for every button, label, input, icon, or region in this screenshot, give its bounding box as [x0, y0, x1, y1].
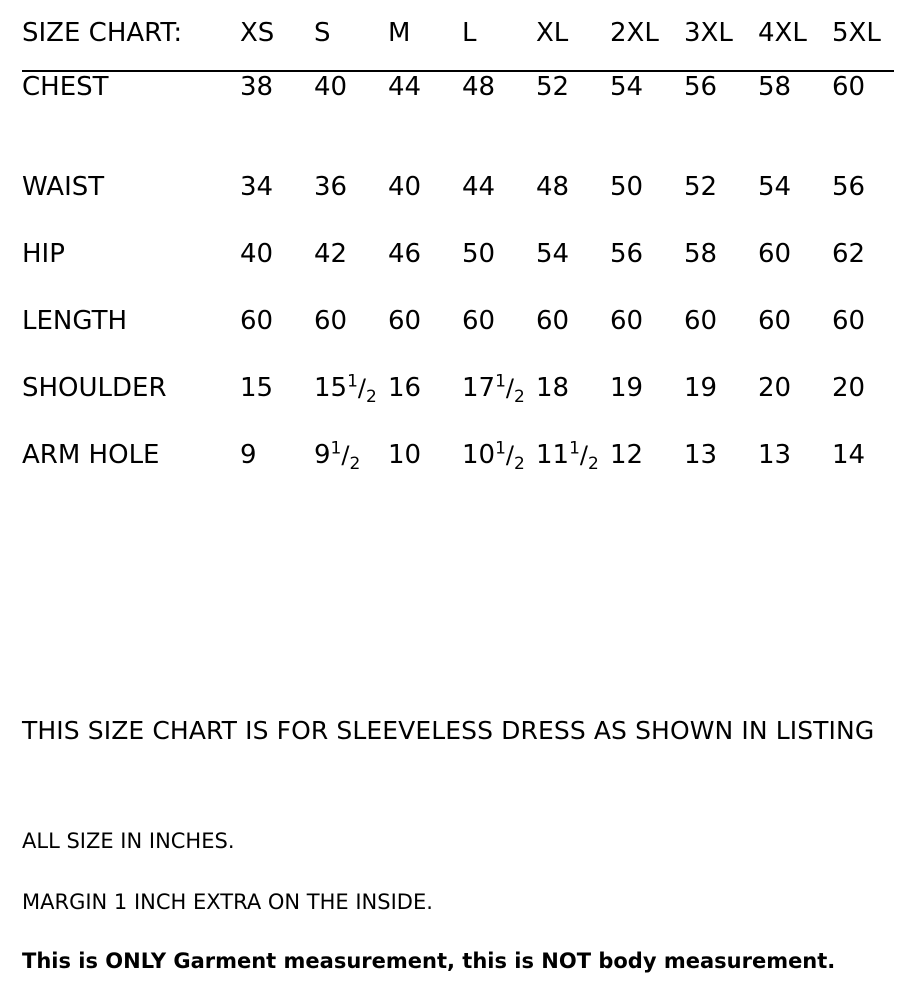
cell-shoulder-l	[462, 373, 536, 440]
cell-length-4xl: 60	[758, 306, 792, 336]
table-row	[22, 72, 906, 172]
cell-hip-3xl: 58	[684, 239, 718, 269]
cell-armhole-2xl: 12	[610, 440, 644, 470]
cell-chest-2xl: 54	[610, 72, 644, 102]
column-header-xl: XL	[536, 18, 569, 48]
header-row	[22, 18, 906, 70]
row-label-arm-hole: ARM HOLE	[22, 440, 160, 470]
cell-length-l: 60	[462, 306, 496, 336]
fraction-10-half: $10^1/_2$	[462, 438, 525, 475]
cell-waist-4xl: 54	[758, 172, 792, 202]
cell-waist-3xl: 52	[684, 172, 718, 202]
note-garment-measurement: This is ONLY Garment measurement, this is NOT body measurement.	[22, 949, 836, 973]
cell-chest-xl: 52	[536, 72, 570, 102]
fraction-9-half: $9^1/_2$	[314, 438, 361, 475]
cell-shoulder-xs: 15	[240, 373, 274, 403]
cell-shoulder-xl: 18	[536, 373, 570, 403]
table-body	[22, 72, 906, 507]
cell-shoulder-2xl: 19	[610, 373, 644, 403]
table-row	[22, 172, 906, 239]
column-header-4xl: 4XL	[758, 18, 807, 48]
cell-length-xs: 60	[240, 306, 274, 336]
cell-length-5xl: 60	[832, 306, 866, 336]
cell-armhole-5xl: 14	[832, 440, 866, 470]
cell-armhole-l	[462, 440, 536, 507]
cell-chest-l: 48	[462, 72, 496, 102]
cell-length-3xl: 60	[684, 306, 718, 336]
table-row	[22, 239, 906, 306]
cell-shoulder-s	[314, 373, 388, 440]
cell-hip-4xl: 60	[758, 239, 792, 269]
note-margin: MARGIN 1 INCH EXTRA ON THE INSIDE.	[22, 890, 433, 914]
cell-length-m: 60	[388, 306, 422, 336]
table-row	[22, 306, 906, 373]
cell-shoulder-5xl: 20	[832, 373, 866, 403]
fraction-15-half: $15^1/_2$	[314, 371, 377, 408]
cell-shoulder-m: 16	[388, 373, 422, 403]
cell-waist-xl: 48	[536, 172, 570, 202]
table-row	[22, 440, 906, 507]
cell-hip-5xl: 62	[832, 239, 866, 269]
column-header-s: S	[314, 18, 331, 48]
column-header-xs: XS	[240, 18, 275, 48]
cell-armhole-m: 10	[388, 440, 422, 470]
cell-chest-xs: 38	[240, 72, 274, 102]
cell-waist-m: 40	[388, 172, 422, 202]
fraction-17-half: $17^1/_2$	[462, 371, 525, 408]
cell-chest-m: 44	[388, 72, 422, 102]
cell-hip-xs: 40	[240, 239, 274, 269]
cell-length-xl: 60	[536, 306, 570, 336]
cell-chest-4xl: 58	[758, 72, 792, 102]
cell-hip-m: 46	[388, 239, 422, 269]
cell-waist-s: 36	[314, 172, 348, 202]
cell-armhole-4xl: 13	[758, 440, 792, 470]
column-header-m: M	[388, 18, 411, 48]
size-chart-page	[0, 18, 913, 1000]
column-header-2xl: 2XL	[610, 18, 659, 48]
row-label-hip: HIP	[22, 239, 65, 269]
cell-chest-s: 40	[314, 72, 348, 102]
row-label-shoulder: SHOULDER	[22, 373, 167, 403]
table-row	[22, 373, 906, 440]
table-header	[22, 18, 906, 72]
row-label-length: LENGTH	[22, 306, 128, 336]
cell-armhole-s	[314, 440, 388, 507]
cell-hip-2xl: 56	[610, 239, 644, 269]
cell-armhole-xs: 9	[240, 440, 257, 470]
size-chart-title: SIZE CHART:	[22, 18, 183, 48]
cell-shoulder-3xl: 19	[684, 373, 718, 403]
cell-waist-2xl: 50	[610, 172, 644, 202]
cell-length-s: 60	[314, 306, 348, 336]
column-header-5xl: 5XL	[832, 18, 881, 48]
cell-armhole-xl	[536, 440, 610, 507]
cell-waist-5xl: 56	[832, 172, 866, 202]
cell-waist-xs: 34	[240, 172, 274, 202]
cell-armhole-3xl: 13	[684, 440, 718, 470]
column-header-3xl: 3XL	[684, 18, 733, 48]
fraction-11-half: $11^1/_2$	[536, 438, 599, 475]
cell-hip-l: 50	[462, 239, 496, 269]
column-header-l: L	[462, 18, 477, 48]
row-label-waist: WAIST	[22, 172, 105, 202]
cell-length-2xl: 60	[610, 306, 644, 336]
size-chart-table	[22, 18, 906, 507]
cell-hip-s: 42	[314, 239, 348, 269]
cell-chest-5xl: 60	[832, 72, 866, 102]
note-units: ALL SIZE IN INCHES.	[22, 829, 235, 853]
note-sleeveless-dress: THIS SIZE CHART IS FOR SLEEVELESS DRESS AS SHOWN IN LISTING	[22, 716, 875, 745]
cell-chest-3xl: 56	[684, 72, 718, 102]
row-label-chest: CHEST	[22, 72, 109, 102]
cell-hip-xl: 54	[536, 239, 570, 269]
cell-shoulder-4xl: 20	[758, 373, 792, 403]
cell-waist-l: 44	[462, 172, 496, 202]
